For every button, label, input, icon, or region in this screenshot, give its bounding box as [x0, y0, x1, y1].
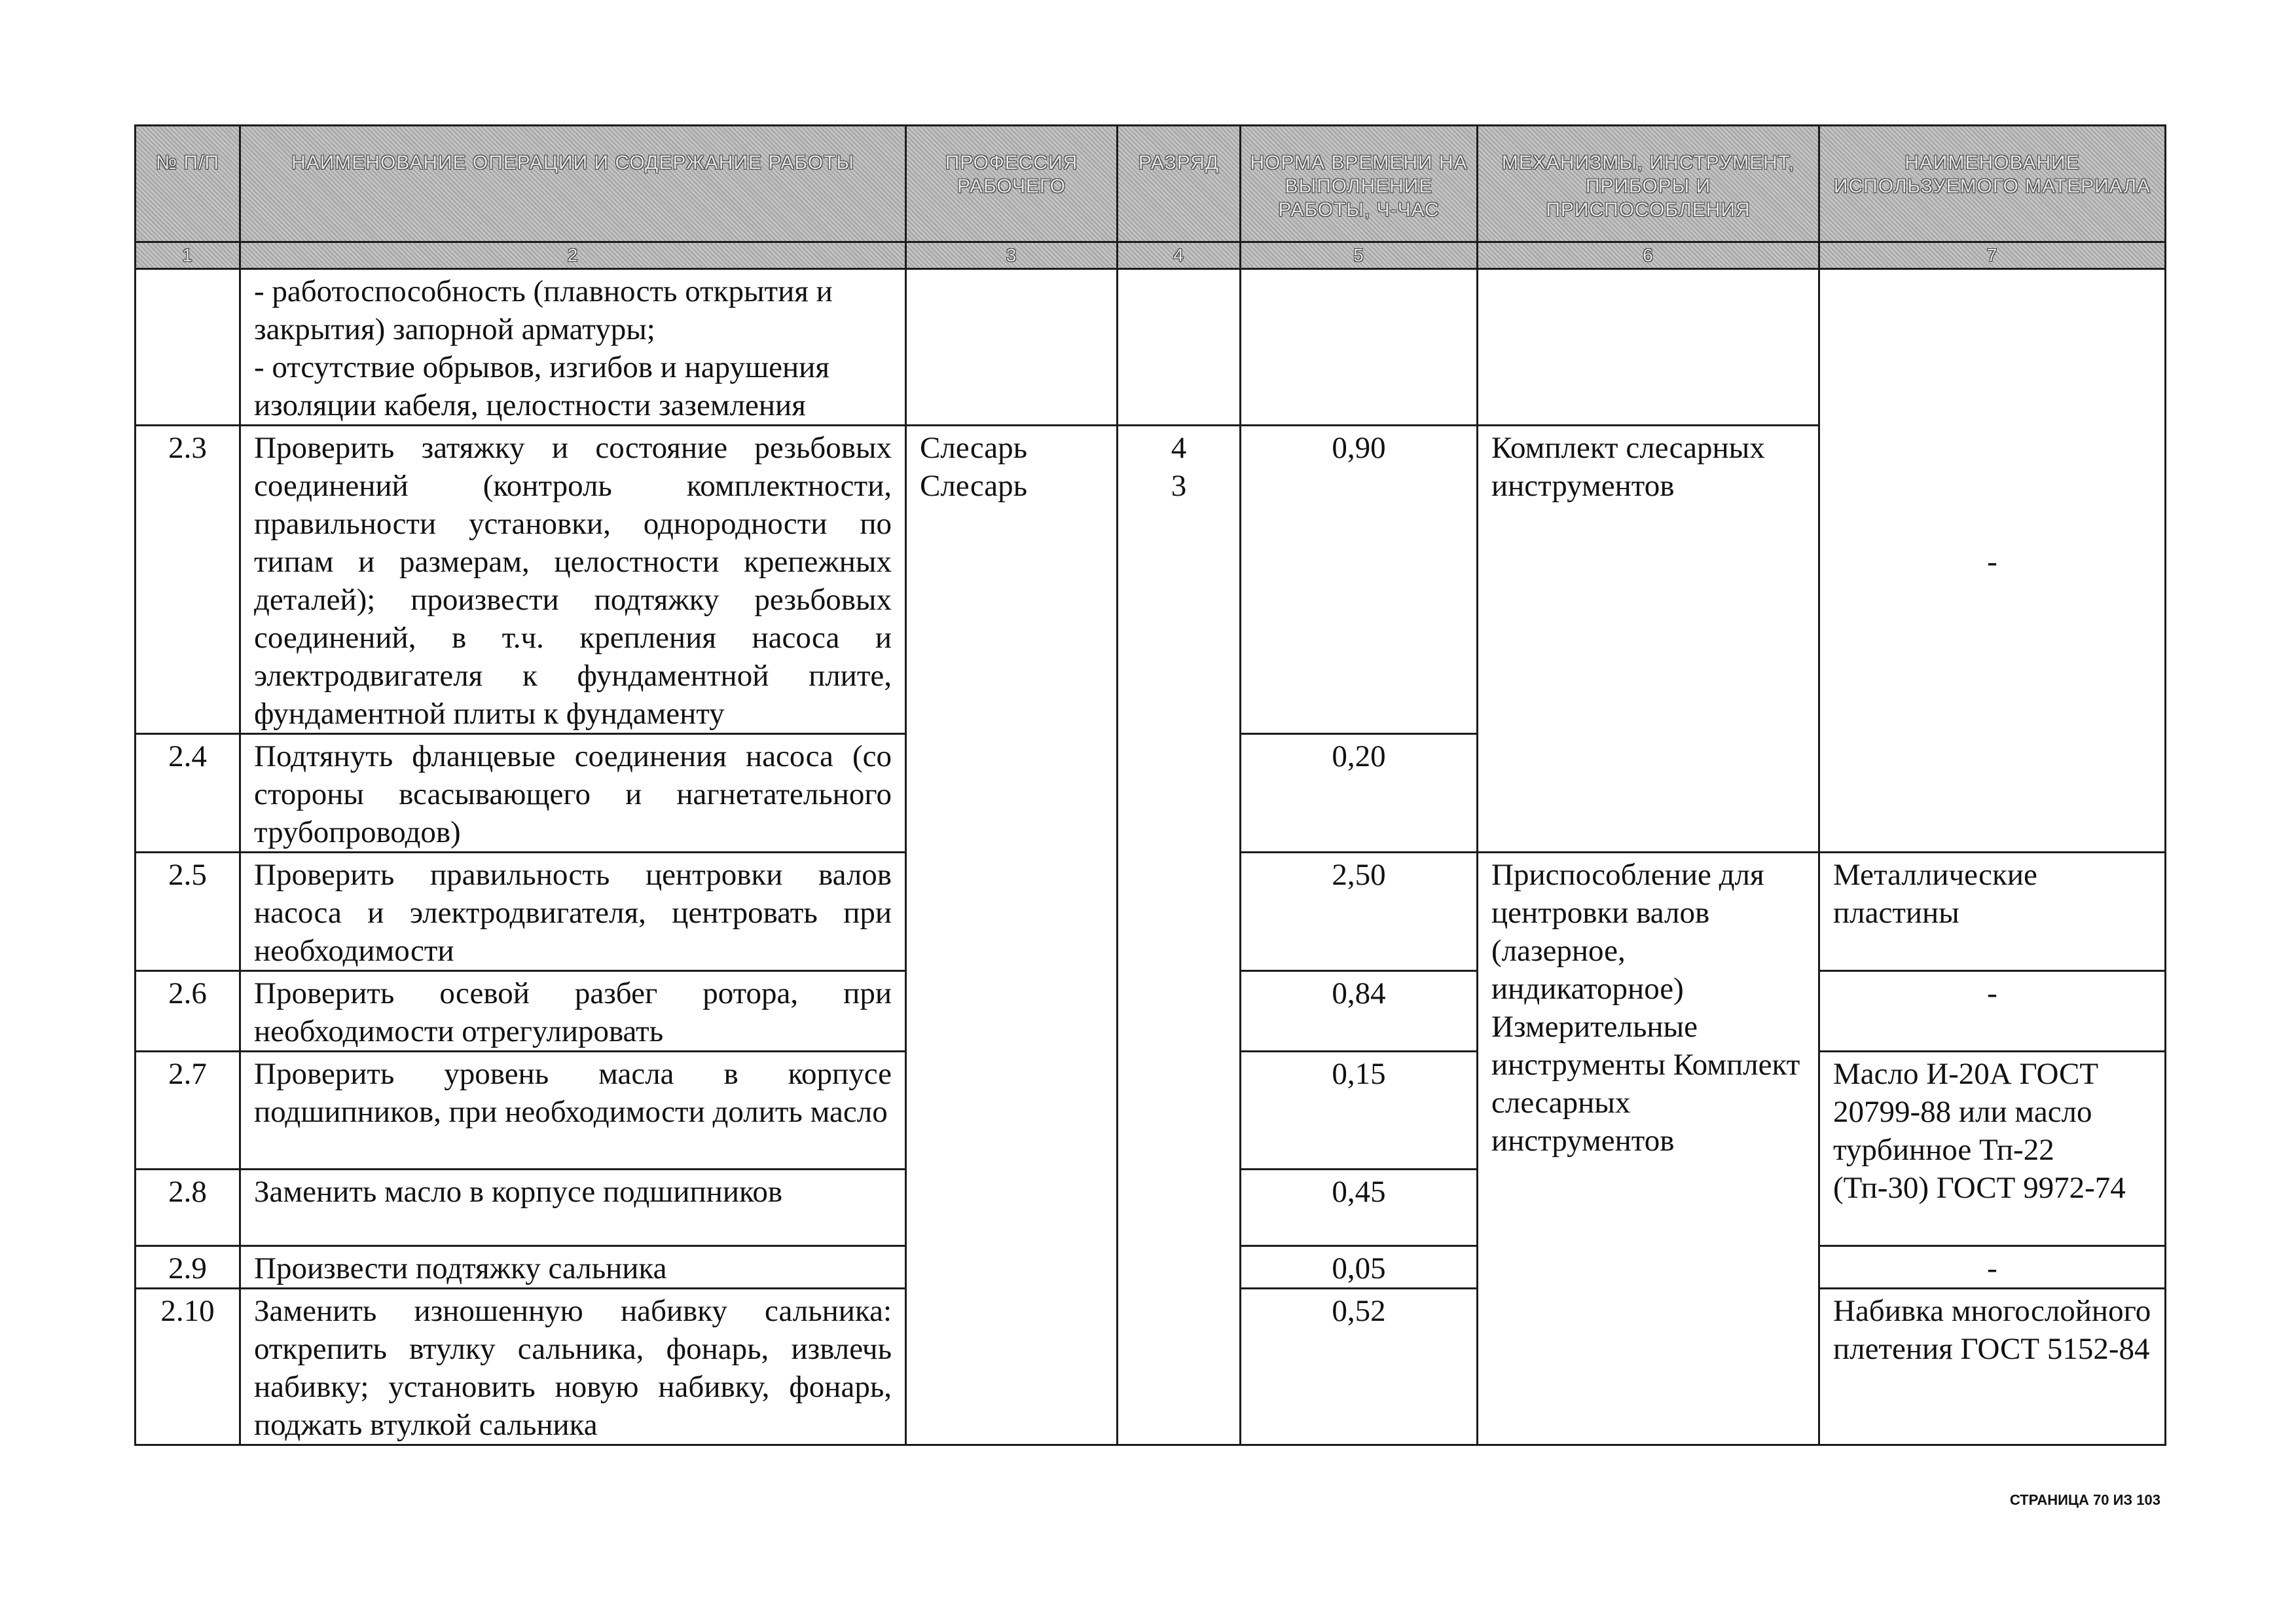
operation-text: Проверить уровень масла в корпусе подшипников, при необходимости долить масло: [240, 1052, 906, 1170]
row-number: 2.5: [136, 853, 240, 971]
profession-line: Слесарь: [920, 469, 1028, 503]
tools-alignment: Приспособление для центровки валов (лазерное, индикаторное) Измерительные инструменты Комплект слесарных инструментов: [1478, 853, 1819, 1445]
header-profession: ПРОФЕССИЯ РАБОЧЕГО: [906, 126, 1118, 242]
row-num-empty: [136, 269, 240, 426]
material-plates: Металлические пластины: [1819, 853, 2166, 971]
profession-empty: [906, 269, 1118, 426]
material-none: -: [1819, 971, 2166, 1052]
time-norm: 2,50: [1241, 853, 1478, 971]
row-number: 2.10: [136, 1289, 240, 1445]
header-time: НОРМА ВРЕМЕНИ НА ВЫПОЛНЕНИЕ РАБОТЫ, Ч-ЧАС: [1241, 126, 1478, 242]
operation-text: Заменить изношенную набивку сальника: открепить втулку сальника, фонарь, извлечь набивку; установить новую набивку, фонарь, поджать втулкой сальника: [240, 1289, 906, 1445]
material-packing: Набивка многослойного плетения ГОСТ 5152-84: [1819, 1289, 2166, 1445]
column-number: 1: [136, 242, 240, 269]
row-number: 2.6: [136, 971, 240, 1052]
material-none: -: [1819, 1246, 2166, 1289]
continuation-text: [240, 269, 906, 426]
column-number-row: [136, 242, 2166, 269]
column-number: 7: [1819, 242, 2166, 269]
time-norm: 0,20: [1241, 734, 1478, 853]
operation-text: Подтянуть фланцевые соединения насоса (со стороны всасывающего и нагнетательного трубопроводов): [240, 734, 906, 853]
operation-text: Проверить осевой разбег ротора, при необходимости отрегулировать: [240, 971, 906, 1052]
grade-cell: [1118, 426, 1241, 1445]
column-number: 4: [1118, 242, 1241, 269]
column-number: 6: [1478, 242, 1819, 269]
profession-cell: [906, 426, 1118, 1445]
column-number: 2: [240, 242, 906, 269]
grade-line: 3: [1171, 469, 1187, 503]
time-norm: 0,05: [1241, 1246, 1478, 1289]
operation-text: Проверить правильность центровки валов насоса и электродвигателя, центровать при необходимости: [240, 853, 906, 971]
profession-line: Слесарь: [920, 431, 1028, 465]
time-norm: 0,84: [1241, 971, 1478, 1052]
header-tools: МЕХАНИЗМЫ, ИНСТРУМЕНТ, ПРИБОРЫ И ПРИСПОСОБЛЕНИЯ: [1478, 126, 1819, 242]
page-number: СТРАНИЦА 70 ИЗ 103: [2009, 1492, 2160, 1508]
grade-empty: [1118, 269, 1241, 426]
material-oil: Масло И-20А ГОСТ 20799-88 или масло турбинное Тп-22 (Тп-30) ГОСТ 9972-74: [1819, 1052, 2166, 1246]
row-number: 2.8: [136, 1170, 240, 1246]
header-grade: РАЗРЯД: [1118, 126, 1241, 242]
operation-text: Заменить масло в корпусе подшипников: [240, 1170, 906, 1246]
time-norm: 0,90: [1241, 426, 1478, 734]
row-number: 2.4: [136, 734, 240, 853]
time-norm: 0,15: [1241, 1052, 1478, 1170]
operation-text: Проверить затяжку и состояние резьбовых соединений (контроль комплектности, правильности установки, однородности по типам и размерам, целостности крепежных деталей); произвести подтяжку резьбовых соединений, в т.ч. крепления насоса и электродвигателя к фундаментной плите, фундаментной плиты к фундаменту: [240, 426, 906, 734]
tools-empty: [1478, 269, 1819, 426]
header-num: № П/П: [136, 126, 240, 242]
table-row: [136, 269, 2166, 426]
time-norm: 0,52: [1241, 1289, 1478, 1445]
time-norm: 0,45: [1241, 1170, 1478, 1246]
column-number: 5: [1241, 242, 1478, 269]
continuation-line: - работоспособность (плавность открытия и закрытия) запорной арматуры;: [254, 274, 833, 346]
tools-kit: Комплект слесарных инструментов: [1478, 426, 1819, 853]
column-number: 3: [906, 242, 1118, 269]
grade-line: 4: [1171, 431, 1187, 465]
header-row: [136, 126, 2166, 242]
row-number: 2.7: [136, 1052, 240, 1170]
operations-table: [134, 124, 2166, 1446]
material-none-top: -: [1819, 269, 2166, 853]
row-number: 2.9: [136, 1246, 240, 1289]
header-operation: НАИМЕНОВАНИЕ ОПЕРАЦИИ И СОДЕРЖАНИЕ РАБОТЫ: [240, 126, 906, 242]
header-material: НАИМЕНОВАНИЕ ИСПОЛЬЗУЕМОГО МАТЕРИАЛА: [1819, 126, 2166, 242]
time-empty: [1241, 269, 1478, 426]
operation-text: Произвести подтяжку сальника: [240, 1246, 906, 1289]
row-number: 2.3: [136, 426, 240, 734]
continuation-line: - отсутствие обрывов, изгибов и нарушения изоляции кабеля, целостности заземления: [254, 350, 829, 422]
